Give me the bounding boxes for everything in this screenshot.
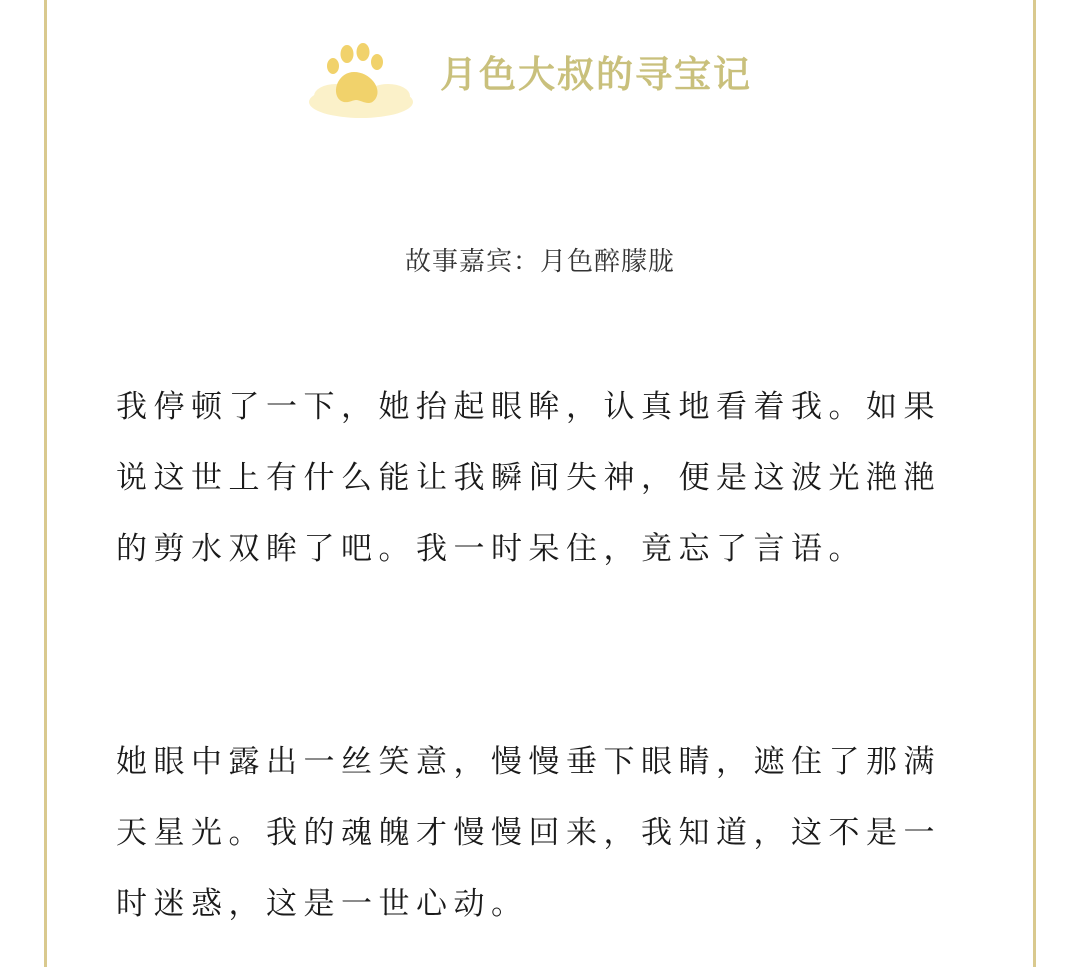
body-paragraph: 她眼中露出一丝笑意，慢慢垂下眼睛，遮住了那满天星光。我的魂魄才慢慢回来，我知道，这不是一时迷惑，这是一世心动。 (116, 744, 941, 922)
paw-pad (336, 72, 378, 103)
story-guest: 故事嘉宾：月色醉朦胧 (404, 247, 675, 277)
body-paragraph: 我停顿了一下，她抬起眼眸，认真地看着我。如果说这世上有什么能让我瞬间失神，便是这波光滟滟的剪水双眸了吧。我一时呆住，竟忘了言语。 (116, 389, 941, 567)
right-frame-border (1033, 0, 1036, 967)
paw-cloud-icon (306, 40, 416, 120)
left-frame-border (44, 0, 47, 967)
paw-toe (371, 54, 383, 70)
paw-toe (341, 45, 354, 63)
article-title: 月色大叔的寻宝记 (440, 53, 752, 96)
paw-toe (327, 58, 339, 74)
article-header (0, 34, 1080, 124)
paw-toe (357, 43, 370, 61)
